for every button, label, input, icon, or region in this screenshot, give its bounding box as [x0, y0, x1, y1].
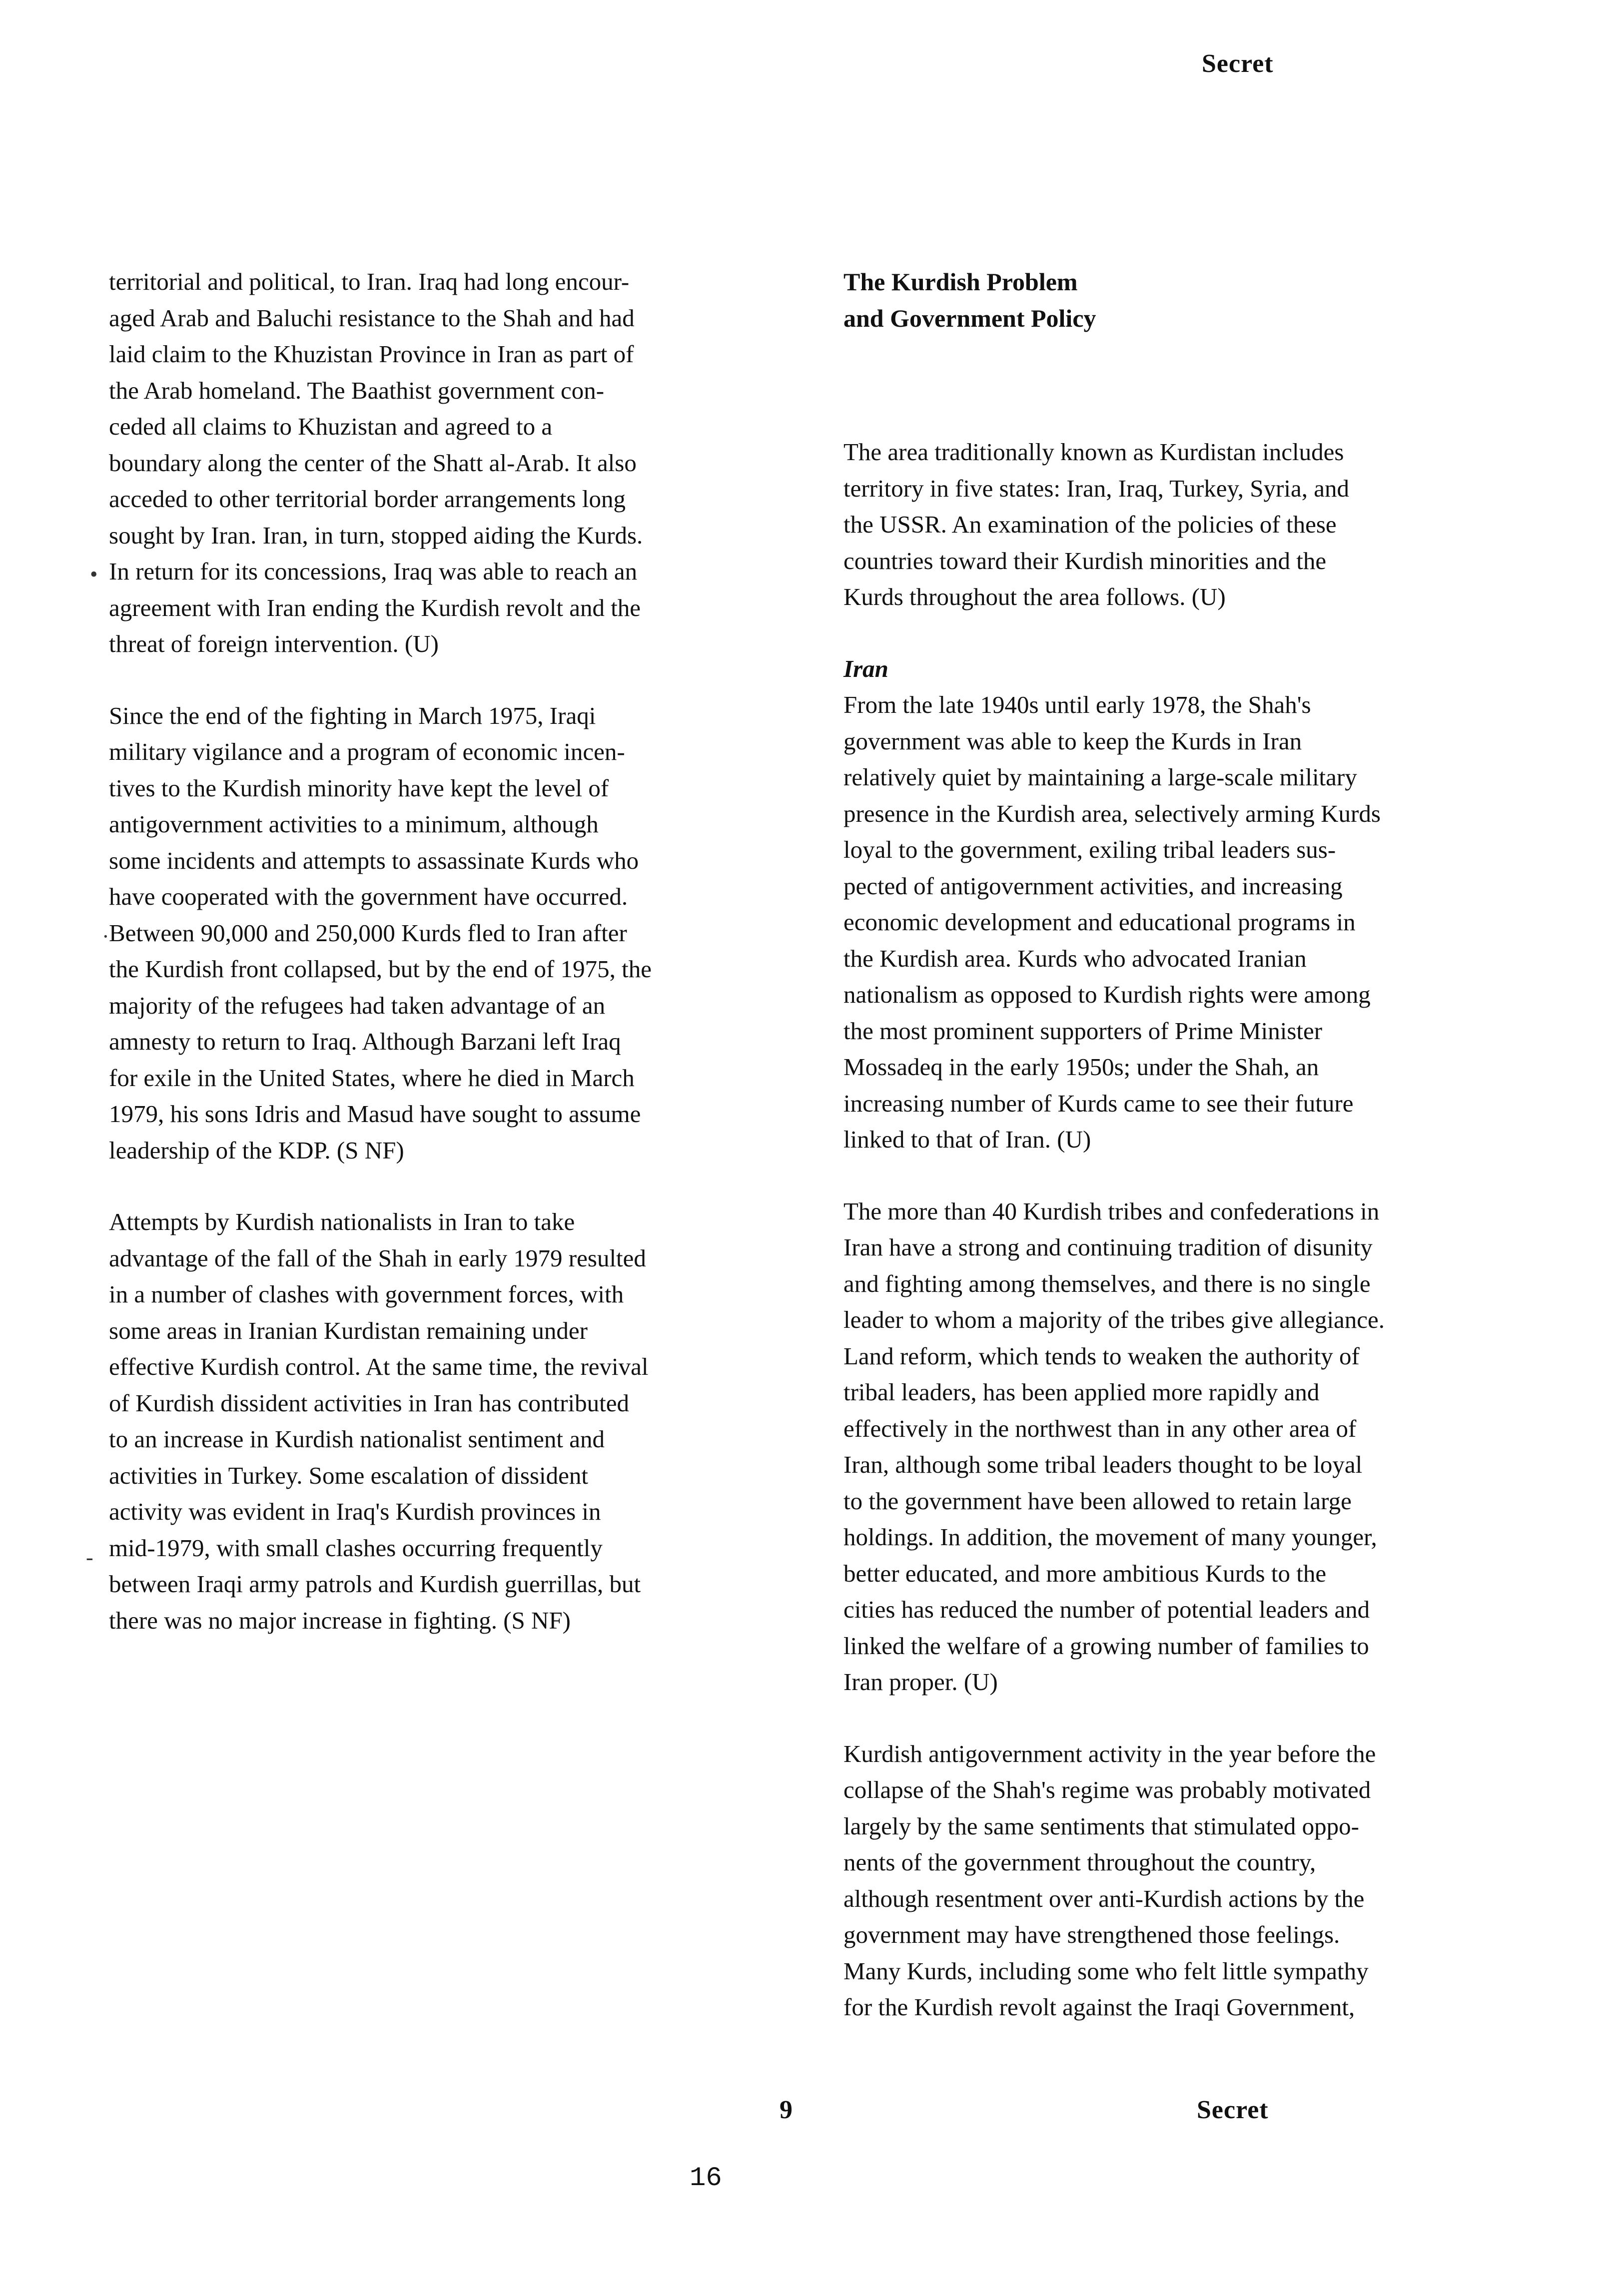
- classification-footer: Secret: [1197, 2096, 1269, 2124]
- subheading-iran: Iran: [843, 654, 888, 682]
- margin-mark: ·: [102, 924, 109, 949]
- left-column: [109, 264, 809, 1674]
- paragraph: Attempts by Kurdish nationalists in Iran to take advantage of the fall of the Shah in early 1979 resulted in a number of clashes with government forces, with some areas in Iranian Kurdistan remaining under effective Kurdish control. At the same time, the revival of Kurdish dissident activities in Iran has contributed to an increase in Kurdish nationalist sentiment and activities in Turkey. Some escalation of dissident activity was evident in Iraq's Kurdish provinces in mid-1979, with small clashes occurring frequently between Iraqi army patrols and Kurdish guerrillas, but there was no major increase in fighting. (S NF): [109, 1208, 649, 1634]
- paragraph: From the late 1940s until early 1978, the Shah's government was able to keep the Kurds in Iran relatively quiet by maintaining a large-scale military presence in the Kurdish area, selectively arming Kurds loyal to the government, exiling tribal leaders sus- pected of antigovernment activities, and increasing economic development and educational programs in the Kurdish area. Kurds who advocated Iranian nationalism as opposed to Kurdish rights were among the most prominent supporters of Prime Minister Mossadeq in the early 1950s; under the Shah, an increasing number of Kurds came to see their future linked to that of Iran. (U): [843, 691, 1381, 1153]
- intro-paragraph: The area traditionally known as Kurdistan includes territory in five states: Iran, Iraq, Turkey, Syria, and the USSR. An examination of the policies of these countries toward their Kurdish minorities and the Kurds throughout the area follows. (U): [843, 438, 1349, 610]
- paragraph: Since the end of the fighting in March 1975, Iraqi military vigilance and a program of economic incen- tives to the Kurdish minority have kept the level of antigovernment activities to a minimum, although some incidents and attempts to assassinate Kurds who have cooperated with the government have occurred. Between 90,000 and 250,000 Kurds fled to Iran after the Kurdish front collapsed, but by the end of 1975, the majority of the refugees had taken advantage of an amnesty to return to Iraq. Although Barzani left Iraq for exile in the United States, where he died in March 1979, his sons Idris and Masud have sought to assume leadership of the KDP. (S NF): [109, 701, 652, 1164]
- right-column: [843, 264, 1543, 2061]
- margin-mark: •: [90, 562, 98, 586]
- margin-mark: -: [86, 1545, 93, 1570]
- classification-header: Secret: [1202, 49, 1274, 78]
- document-number: 16: [690, 2163, 722, 2194]
- section-title: The Kurdish Problem and Government Policy: [843, 268, 1096, 332]
- paragraph: The more than 40 Kurdish tribes and confederations in Iran have a strong and continuing tradition of disunity and fighting among themselves, and there is no single leader to whom a majority of the tribes give allegiance. Land reform, which tends to weaken the authority of tribal leaders, has been applied more rapidly and effectively in the northwest than in any other area of Iran, although some tribal leaders thought to be loyal to the government have been allowed to retain large holdings. In addition, the movement of many younger, better educated, and more ambitious Kurds to the cities has reduced the number of potential leaders and linked the welfare of a growing number of families to Iran proper. (U): [843, 1197, 1385, 1696]
- page-number: 9: [780, 2096, 793, 2124]
- paragraph: Kurdish antigovernment activity in the year before the collapse of the Shah's regime was probably motivated largely by the same sentiments that stimulated oppo- nents of the government throughout the country, although resentment over anti-Kurdish actions by the government may have strengthened those feelings. Many Kurds, including some who felt little sympathy for the Kurdish revolt against the Iraqi Government,: [843, 1739, 1376, 2021]
- paragraph: territorial and political, to Iran. Iraq had long encour- aged Arab and Baluchi resistance to the Shah and had laid claim to the Khuzistan Province in Iran as part of the Arab homeland. The Baathist government con- ceded all claims to Khuzistan and agreed to a boundary along the center of the Shatt al-Arab. It also acceded to other territorial border arrangements long sought by Iran. Iran, in turn, stopped aiding the Kurds. In return for its concessions, Iraq was able to reach an agreement with Iran ending the Kurdish revolt and the threat of foreign intervention. (U): [109, 268, 643, 657]
